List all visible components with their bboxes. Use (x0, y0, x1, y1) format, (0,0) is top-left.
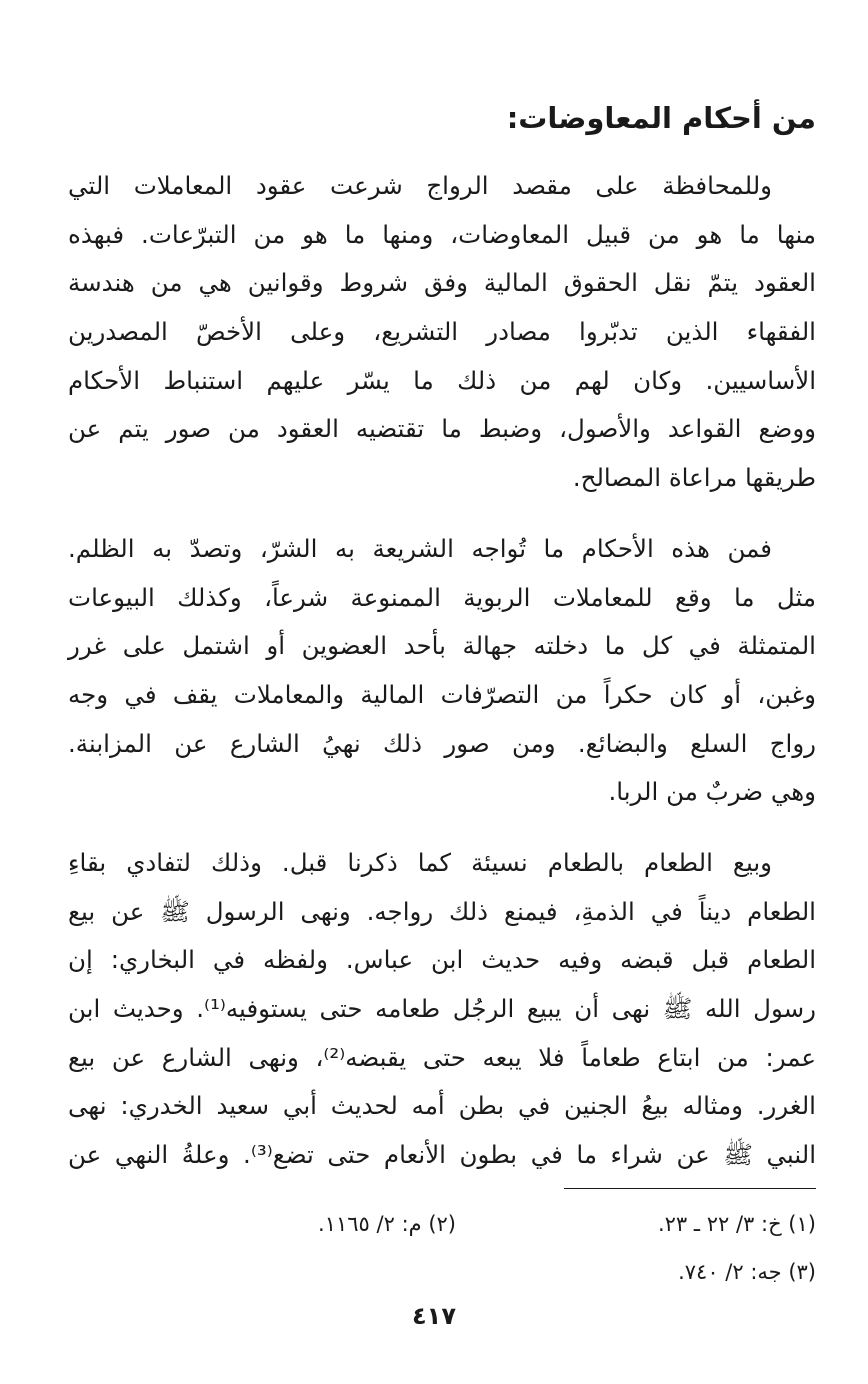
text-line: عمر: من ابتاع طعاماً فلا يبعه حتى يقبضه⁽²⁾، ونهى الشارع عن بيع (68, 1042, 816, 1072)
text-line: وللمحافظة على مقصد الرواج شرعت عقود المعاملات التي (68, 171, 772, 200)
text-line: فمن هذه الأحكام ما تُواجه الشريعة به الشرّ، وتصدّ به الظلم. (68, 533, 772, 563)
text-line: وهي ضربٌ من الربا. (608, 777, 816, 807)
text-line: طريقها مراعاة المصالح. (572, 463, 816, 493)
text-line: المتمثلة في كل ما دخلته جهالة بأحد العضوين أو اشتمل على غرر (68, 631, 816, 661)
text-line: مثل ما وقع للمعاملات الربوية الممنوعة شرعاً، وكذلك البيوعات (68, 582, 816, 612)
footnotes (68, 1200, 816, 1296)
text-line: وبيع الطعام بالطعام نسيئة كما ذكرنا قبل. وذلك لتفادي بقاءِ (68, 847, 772, 877)
text-line: الأساسيين. وكان لهم من ذلك ما يسّر عليهم استنباط الأحكام (68, 365, 816, 395)
footnote-1: (١) خ: ٣/ ٢٢ ـ ٢٣. (657, 1212, 816, 1236)
footnote-row (68, 1248, 816, 1296)
paragraph-3 (68, 839, 816, 1180)
text-line: النبي ﷺ عن شراء ما في بطون الأنعام حتى تضع⁽³⁾. وعلةُ النهي عن (68, 1140, 816, 1170)
footnote-2: (٢) م: ٢/ ١١٦٥. (318, 1212, 456, 1236)
footnote-3: (٣) جه: ٢/ ٧٤٠. (678, 1260, 816, 1284)
text-line: ووضع القواعد والأصول، وضبط ما تقتضيه العقود من صور يتم عن (68, 414, 816, 444)
paragraph-2 (68, 525, 816, 817)
text-line: العقود يتمّ نقل الحقوق المالية وفق شروط وقوانين هي من هندسة (68, 268, 816, 298)
paragraph-1 (68, 162, 816, 503)
text-line: منها ما هو من قبيل المعاوضات، ومنها ما هو من التبرّعات. فبهذه (68, 219, 816, 249)
text-line: الفقهاء الذين تدبّروا مصادر التشريع، وعلى الأخصّ المصدرين (68, 317, 816, 347)
text-line: رسول الله ﷺ نهى أن يبيع الرجُل طعامه حتى يستوفيه⁽¹⁾. وحديث ابن (68, 994, 816, 1023)
text-line: الطعام ديناً في الذمةِ، فيمنع ذلك رواجه. ونهى الرسول ﷺ عن بيع (68, 896, 816, 926)
text-line: وغبن، أو كان حكراً من التصرّفات المالية والمعاملات يقف في وجه (68, 679, 816, 709)
section-heading: من أحكام المعاوضات: (506, 101, 816, 135)
footnote-divider (564, 1188, 816, 1189)
text-line: الطعام قبل قبضه وفيه حديث ابن عباس. ولفظه في البخاري: إن (68, 945, 816, 975)
footnote-row (68, 1200, 816, 1248)
text-line: رواج السلع والبضائع. ومن صور ذلك نهيُ الشارع عن المزابنة. (68, 728, 816, 758)
body-text (68, 162, 816, 1202)
text-line: الغرر. ومثاله بيعُ الجنين في بطن أمه لحديث أبي سعيد الخدري: نهى (68, 1091, 816, 1121)
page-number: ٤١٧ (412, 1302, 456, 1330)
